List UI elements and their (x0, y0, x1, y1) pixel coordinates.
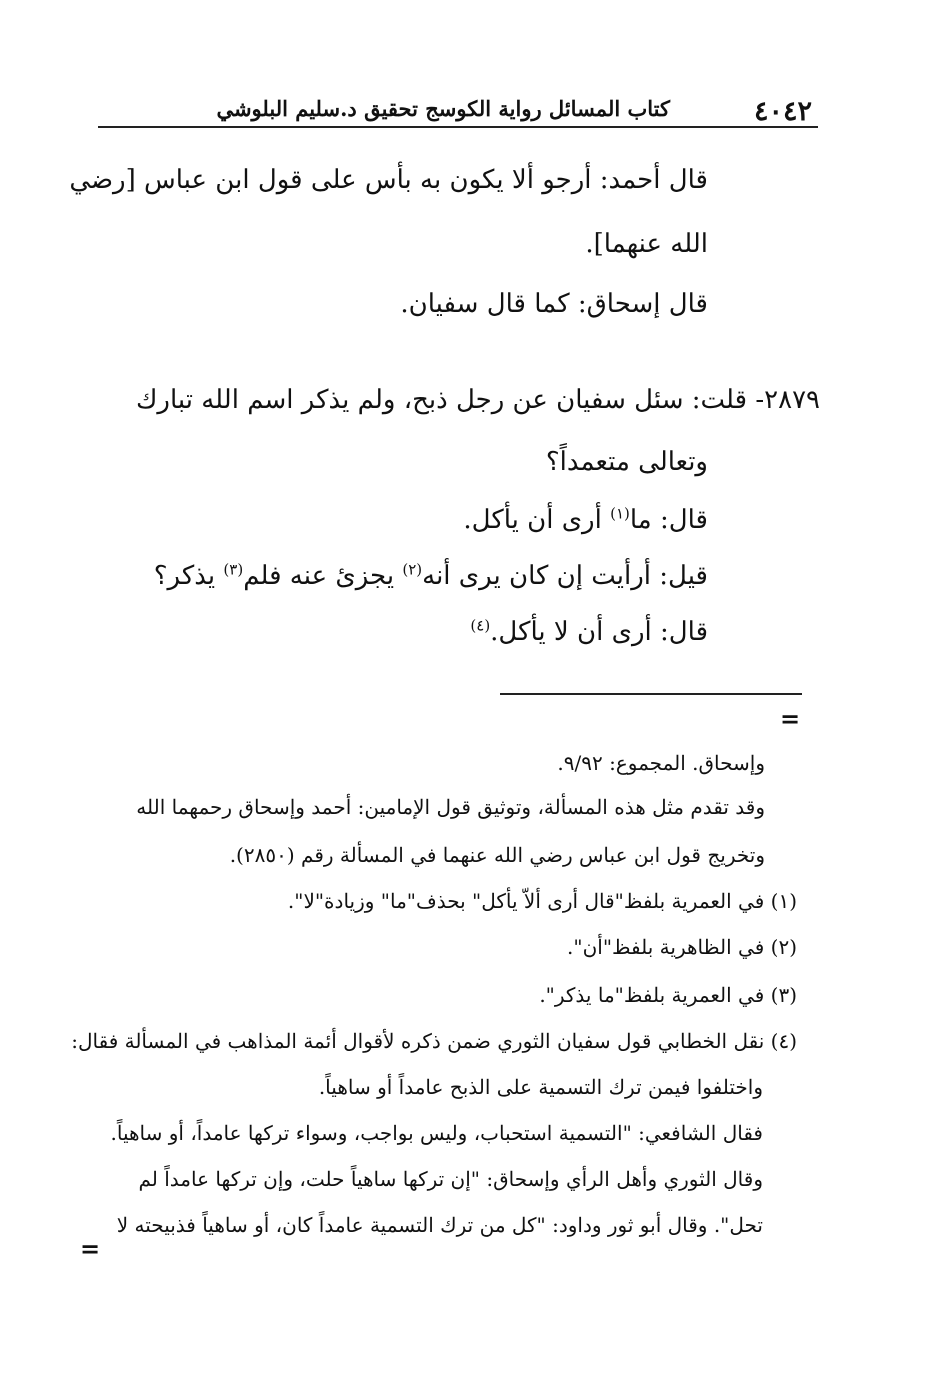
footnote-1: (١) في العمرية بلفظ"قال أرى ألاّ يأكل" بحذف"ما" وزيادة"لا". (287, 889, 797, 913)
footnote-line: وتخريج قول ابن عباس رضي الله عنهما في المسألة رقم (٢٨٥٠). (229, 843, 765, 867)
question-text: قلت: سئل سفيان عن رجل ذبح، ولم يذكر اسم الله تبارك (135, 385, 748, 415)
answer-text: قال: ما (629, 505, 708, 535)
footnote-ref: (٣) (223, 560, 244, 579)
footnote-line: واختلفوا فيمن ترك التسمية على الذبح عامداً أو ساهياً. (318, 1075, 763, 1099)
footnote-3: (٣) في العمرية بلفظ"ما يذكر". (539, 983, 797, 1007)
answer-text: قال: أرى أن لا يأكل. (490, 617, 708, 647)
question-number: ٢٨٧٩- (755, 385, 820, 415)
text-line: وتعالى متعمداً؟ (545, 447, 708, 477)
answer-line (463, 500, 708, 540)
footnote-line: وقال الثوري وأهل الرأي وإسحاق: "إن تركها ساهياً حلت، وإن تركها عامداً لم (138, 1167, 763, 1191)
running-title: كتاب المسائل رواية الكوسج تحقيق د.سليم البلوشي (216, 96, 670, 121)
footnote-2: (٢) في الظاهرية بلفظ"أن". (567, 935, 797, 959)
footnote-ref: (٤) (470, 616, 491, 635)
footnote-line: وإسحاق. المجموع: ٩/٩٢. (557, 751, 765, 775)
header-rule (98, 126, 818, 128)
footnote-ref: (٢) (402, 560, 423, 579)
answer-text: يذكر؟ (153, 561, 224, 591)
page-header (98, 92, 818, 128)
text-line: الله عنهما]. (585, 229, 708, 259)
continuation-mark: = (780, 704, 801, 733)
footnote-line: وقد تقدم مثل هذه المسألة، وتوثيق قول الإمامين: أحمد وإسحاق رحمهما الله (136, 795, 765, 819)
text-line: قال أحمد: أرجو ألا يكون به بأس على قول ابن عباس [رضي (69, 165, 708, 195)
footnote-line: تحل". وقال أبو ثور وداود: "كل من ترك التسمية عامداً كان، أو ساهياً فذبيحته لا (116, 1213, 763, 1237)
answer-text: قيل: أرأيت إن كان يرى أنه (422, 561, 708, 591)
continuation-mark: = (80, 1234, 101, 1263)
page-number: ٤٠٤٢ (753, 96, 812, 127)
answer-line (470, 612, 708, 652)
footnote-ref: (١) (610, 504, 630, 523)
answer-text: يجزئ عنه فلم (243, 561, 403, 591)
footnote-4: (٤) نقل الخطابي قول سفيان الثوري ضمن ذكره لأقوال أئمة المذاهب في المسألة فقال: (71, 1029, 797, 1053)
answer-text: أرى أن يأكل. (463, 505, 611, 535)
text-line: قال إسحاق: كما قال سفيان. (400, 289, 708, 319)
question-line (136, 380, 820, 420)
answer-line (154, 556, 708, 596)
footnote-rule (500, 693, 802, 695)
footnote-line: فقال الشافعي: "التسمية استحباب، وليس بواجب، وسواء تركها عامداً، أو ساهياً. (110, 1121, 763, 1145)
